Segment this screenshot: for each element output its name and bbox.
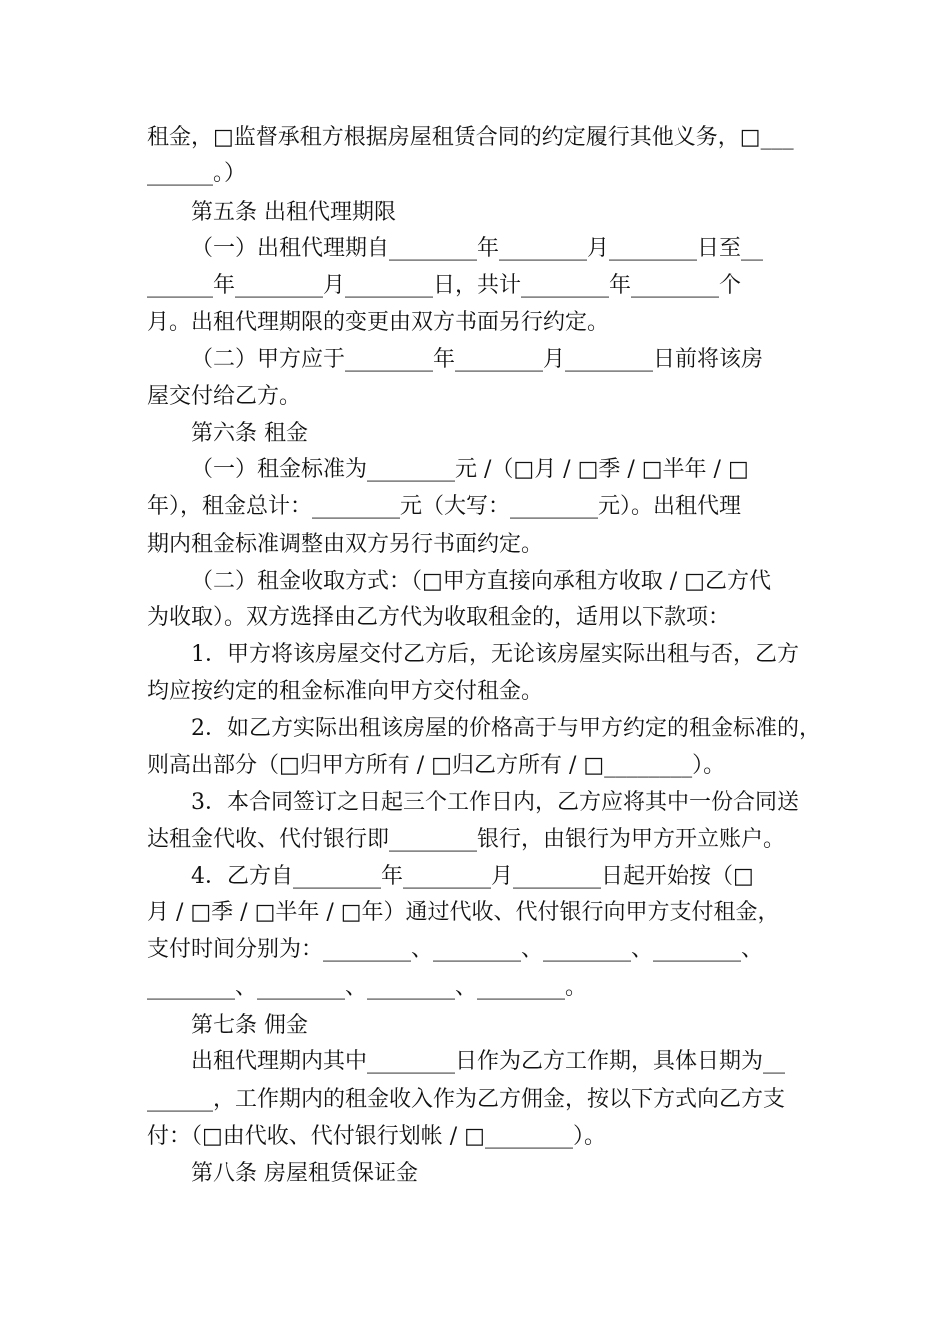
paragraph-line: 租金，□监督承租方根据房屋租赁合同的约定履行其他义务，□___ — [147, 125, 794, 150]
paragraph-line: 出租代理期内其中________日作为乙方工作期，具体日期为__ — [191, 1049, 786, 1074]
paragraph-line: 月 / □季 / □半年 / □年）通过代收、代付银行向甲方支付租金， — [147, 900, 780, 925]
paragraph-line: ________、________、________、________。 — [147, 975, 588, 1000]
paragraph-line: 2．如乙方实际出租该房屋的价格高于与甲方约定的租金标准的， — [191, 716, 821, 741]
paragraph-line: （一）出租代理期自________年________月________日至__ — [191, 236, 764, 261]
paragraph-line: 付：（□由代收、代付银行划帐 / □________）。 — [147, 1124, 606, 1149]
paragraph-line: 1．甲方将该房屋交付乙方后，无论该房屋实际出租与否，乙方 — [191, 642, 799, 667]
paragraph-line: （一）租金标准为________元 /（□月 / □季 / □半年 / □ — [191, 457, 749, 482]
article-heading: 第五条 出租代理期限 — [191, 200, 396, 225]
paragraph-line: ______年________月________日，共计________年________个 — [147, 273, 742, 298]
paragraph-line: ______。） — [147, 161, 247, 186]
paragraph-line: （二）租金收取方式：（□甲方直接向承租方收取 / □乙方代 — [191, 569, 771, 594]
paragraph-line: 则高出部分（□归甲方所有 / □归乙方所有 / □________）。 — [147, 753, 726, 778]
paragraph-line: 期内租金标准调整由双方另行书面约定。 — [147, 532, 544, 557]
paragraph-line: 均应按约定的租金标准向甲方交付租金。 — [147, 679, 544, 704]
paragraph-line: 达租金代收、代付银行即________银行，由银行为甲方开立账户。 — [147, 827, 786, 852]
paragraph-line: 年），租金总计：________元（大写：________元）。出租代理 — [147, 494, 742, 519]
article-heading: 第八条 房屋租赁保证金 — [191, 1161, 418, 1186]
paragraph-line: ______，工作期内的租金收入作为乙方佣金，按以下方式向乙方支 — [147, 1087, 786, 1112]
article-heading: 第七条 佣金 — [191, 1013, 308, 1038]
paragraph-line: （二）甲方应于________年________月________日前将该房 — [191, 347, 764, 372]
paragraph-line: 4．乙方自________年________月________日起开始按（□ — [191, 864, 754, 889]
paragraph-line: 屋交付给乙方。 — [147, 384, 302, 409]
paragraph-line: 为收取）。双方选择由乙方代为收取租金的，适用以下款项： — [147, 605, 731, 630]
paragraph-line: 支付时间分别为：________、________、________、________、 — [147, 937, 764, 962]
paragraph-line: 月。出租代理期限的变更由双方书面另行约定。 — [147, 310, 610, 335]
article-heading: 第六条 租金 — [191, 421, 308, 446]
paragraph-line: 3．本合同签订之日起三个工作日内，乙方应将其中一份合同送 — [191, 790, 799, 815]
